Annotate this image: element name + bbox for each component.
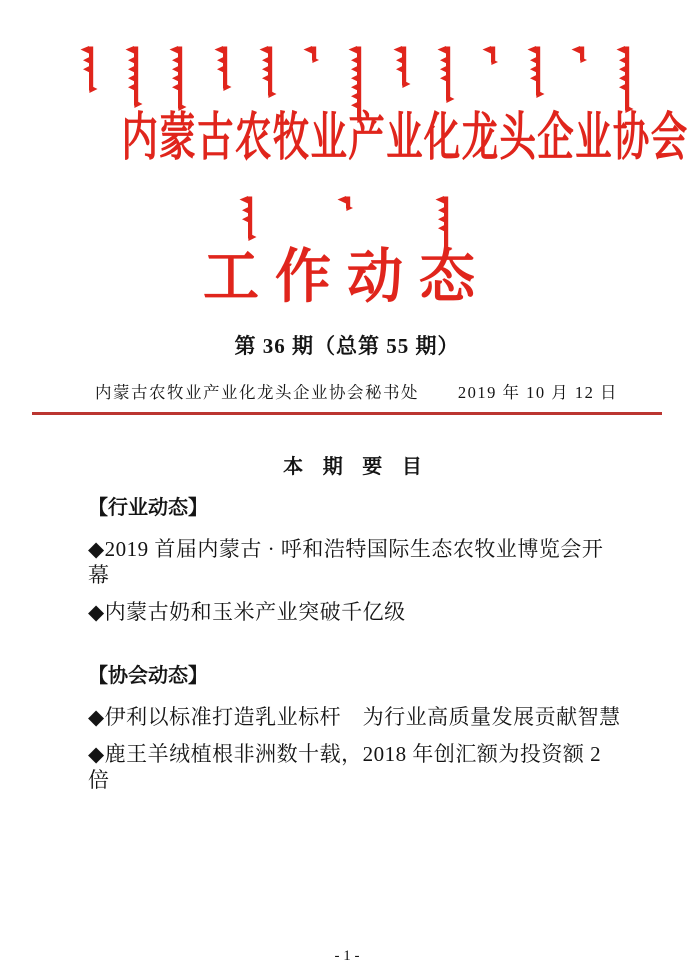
doc-title [0,244,694,311]
doc-title-text: 工作动态 [203,244,491,311]
toc-section [88,495,624,625]
mongolian-glyph-icon [122,44,148,109]
publisher-row [95,379,618,403]
issue-number: 第 36 期（总第 55 期） [234,334,460,358]
publish-date: 2019 年 10 月 12 日 [457,383,618,402]
toc-item: ◆鹿王羊绒植根非洲数十载，2018 年创汇额为投资额 2 倍 [88,742,602,792]
mongolian-glyph-icon [256,44,282,99]
toc-item: ◆2019 首届内蒙古 · 呼和浩特国际生态农牧业博览会开幕 [88,537,604,587]
toc-section-label: 【协会动态】 [88,665,208,687]
mongolian-glyph-icon [568,44,594,64]
mongolian-glyph-icon [236,194,262,242]
mongolian-glyph-icon [479,44,505,66]
mongolian-glyph-icon [390,44,416,89]
mongolian-glyph-icon [77,44,103,94]
mongolian-glyph-icon [166,44,192,112]
toc-heading: 本 期 要 目 [283,456,429,478]
mongolian-glyph-icon [613,44,639,114]
org-title-text: 内蒙古农牧业产业化龙头企业协会 [121,110,689,167]
mongolian-glyph-icon [434,44,460,104]
mongolian-glyph-icon [300,44,326,64]
toc-sections [88,495,624,793]
mongolian-glyph-icon [211,44,237,92]
page-number: - 1 - [334,948,360,964]
org-title [0,106,694,171]
mongolian-glyph-icon [334,194,360,212]
table-of-contents [88,450,624,831]
toc-item: ◆内蒙古奶和玉米产业突破千亿级 [88,600,406,624]
toc-section [88,663,624,793]
divider-rule [32,412,662,415]
mongolian-glyph-icon [524,44,550,99]
toc-section-label: 【行业动态】 [88,497,208,519]
toc-item: ◆伊利以标准打造乳业标杆 为行业高质量发展贡献智慧 [88,705,621,729]
publisher-name: 内蒙古农牧业产业化龙头企业协会秘书处 [95,383,419,402]
